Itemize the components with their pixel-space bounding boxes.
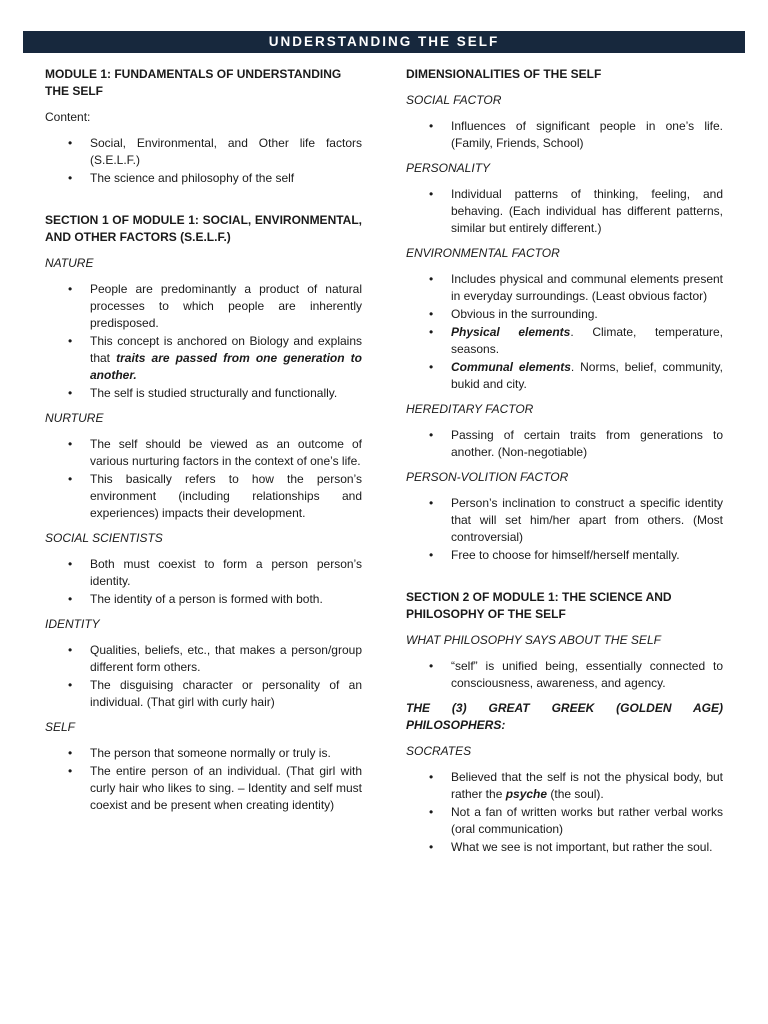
bullet-icon: • [429,496,434,510]
bullet-icon: • [429,187,434,201]
person-volition-title: PERSON-VOLITION FACTOR [406,470,569,484]
socrates-title: SOCRATES [406,744,472,758]
hereditary-factor-title: HEREDITARY FACTOR [406,402,534,416]
self-list [45,745,362,814]
bullet-icon: • [68,678,73,692]
identity-title: IDENTITY [45,617,100,631]
list-item: • The self is studied structurally and functionally. [68,386,338,400]
social-scientists-title: SOCIAL SCIENTISTS [45,531,163,545]
greek-philosophers-heading: THE (3) GREAT GREEK (GOLDEN AGE) PHILOSOPHERS: [406,701,723,732]
bullet-icon: • [429,325,434,339]
bullet-icon: • [429,272,434,286]
list-item: • Passing of certain traits from generations to another. (Non-negotiable) [429,428,723,459]
nurture-list [45,436,362,522]
philosophy-title: WHAT PHILOSOPHY SAYS ABOUT THE SELF [406,633,661,647]
socrates-list [406,769,723,856]
list-item: • The science and philosophy of the self [68,171,295,185]
social-factor-title: SOCIAL FACTOR [406,93,502,107]
self-title: SELF [45,720,76,734]
emphasis-text: Communal elements [451,360,571,374]
bullet-icon: • [68,643,73,657]
emphasis-text: traits are passed from one generation to another. [90,351,362,382]
list-item: • Person’s inclination to construct a specific identity that will set him/her apart from others. (Most controversial) [429,496,723,544]
bullet-icon: • [429,307,434,321]
bullet-icon: • [429,119,434,133]
left-column [45,66,362,822]
nature-list [45,281,362,402]
philosophy-list [406,658,723,692]
bullet-icon: • [429,360,434,374]
list-item: • Qualities, beliefs, etc., that makes a person/group different form others. [68,643,362,674]
list-item: • The entire person of an individual. (That girl with curly hair who likes to sing. – Identity and self must coexist and be present when creating identity) [68,764,362,812]
bullet-icon: • [68,136,73,150]
list-item: • Both must coexist to form a person person’s identity. [68,557,362,588]
list-item: • Communal elements. Norms, belief, community, bukid and city. [429,360,723,391]
bullet-icon: • [68,472,73,486]
module-heading: MODULE 1: FUNDAMENTALS OF UNDERSTANDING THE SELF [45,67,342,98]
hereditary-factor-list [406,427,723,461]
bullet-icon: • [429,770,434,784]
list-item: • The self should be viewed as an outcome of various nurturing factors in the context of one’s life. [68,437,362,468]
emphasis-text: psyche [505,787,548,801]
content-label: Content: [45,110,91,124]
list-item: • People are predominantly a product of natural processes to which people are inherently predisposed. [68,282,362,330]
personality-title: PERSONALITY [406,161,491,175]
bullet-icon: • [68,282,73,296]
list-item: • Not a fan of written works but rather verbal works (oral communication) [429,805,723,836]
nature-title: NATURE [45,256,94,270]
content-list [45,135,362,187]
dimensionalities-heading: DIMENSIONALITIES OF THE SELF [406,67,602,81]
list-item: • Believed that the self is not the physical body, but rather the psyche (the soul). [429,770,723,801]
list-item: • Social, Environmental, and Other life factors (S.E.L.F.) [68,136,362,167]
social-factor-list [406,118,723,152]
bullet-icon: • [68,334,73,348]
list-item: • Free to choose for himself/herself mentally. [429,548,680,562]
environmental-factor-list [406,271,723,393]
nurture-title: NURTURE [45,411,104,425]
bullet-icon: • [68,386,73,400]
list-item: • Includes physical and communal elements present in everyday surroundings. (Least obvious factor) [429,272,723,303]
section2-heading: SECTION 2 OF MODULE 1: THE SCIENCE AND PHILOSOPHY OF THE SELF [406,590,672,621]
bullet-icon: • [429,805,434,819]
bullet-icon: • [68,764,73,778]
bullet-icon: • [68,592,73,606]
list-item: • Obvious in the surrounding. [429,307,598,321]
bullet-icon: • [429,548,434,562]
bullet-icon: • [429,428,434,442]
social-scientists-list [45,556,362,608]
list-item: • This concept is anchored on Biology and explains that traits are passed from one generation to another. [68,334,362,382]
bullet-icon: • [429,840,434,854]
identity-list [45,642,362,711]
document-title-banner: UNDERSTANDING THE SELF [23,31,745,53]
environmental-factor-title: ENVIRONMENTAL FACTOR [406,246,560,260]
bullet-icon: • [68,746,73,760]
list-item: • The identity of a person is formed with both. [68,592,323,606]
bullet-icon: • [68,171,73,185]
list-item: • “self” is unified being, essentially connected to consciousness, awareness, and agency. [429,659,723,690]
right-column [406,66,723,864]
emphasis-text: Physical elements [451,325,571,339]
person-volition-list [406,495,723,564]
list-item: • Influences of significant people in one’s life. (Family, Friends, School) [429,119,723,150]
list-item: • What we see is not important, but rather the soul. [429,840,713,854]
list-item: • Physical elements. Climate, temperature, seasons. [429,325,723,356]
personality-list [406,186,723,237]
bullet-icon: • [429,659,434,673]
list-item: • The disguising character or personality of an individual. (That girl with curly hair) [68,678,362,709]
list-item: • This basically refers to how the person’s environment (including relationships and experiences) impacts their development. [68,472,362,520]
bullet-icon: • [68,437,73,451]
list-item: • The person that someone normally or truly is. [68,746,331,760]
list-item: • Individual patterns of thinking, feeling, and behaving. (Each individual has different patterns, similar but entirely different.) [429,187,723,235]
section1-heading: SECTION 1 OF MODULE 1: SOCIAL, ENVIRONMENTAL, AND OTHER FACTORS (S.E.L.F.) [45,213,362,244]
bullet-icon: • [68,557,73,571]
